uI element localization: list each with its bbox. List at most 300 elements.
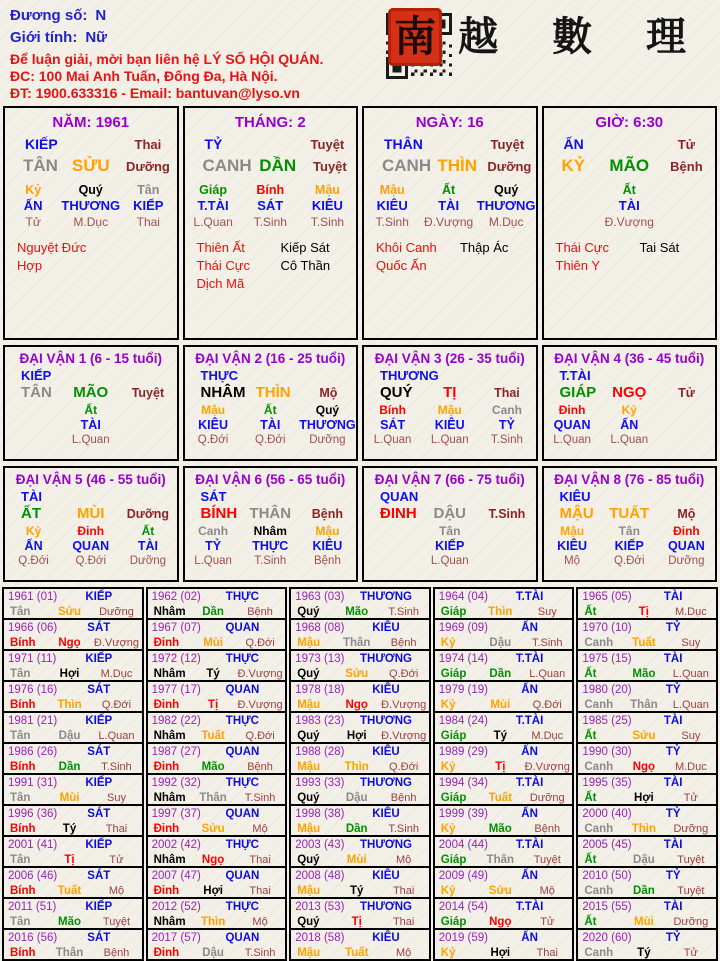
stem-text: Nhâm bbox=[153, 730, 186, 742]
year-cell-line2 bbox=[148, 946, 286, 961]
stem-branch-row bbox=[364, 384, 536, 401]
year-cell bbox=[289, 866, 431, 899]
god-label: THƯƠNG bbox=[360, 839, 412, 851]
year-label: 2004 (44) bbox=[438, 839, 489, 851]
hidden-stem-cell bbox=[299, 403, 356, 448]
stem-text: Nhâm bbox=[153, 854, 186, 866]
branch-text: Tị bbox=[207, 699, 219, 711]
star-red-label: Thái Cực bbox=[555, 240, 609, 255]
star-black-label: Cô Thần bbox=[280, 258, 331, 273]
god-label: T.TÀI bbox=[515, 777, 544, 789]
god-label: QUAN bbox=[668, 539, 705, 553]
year-cell-line1 bbox=[291, 652, 429, 667]
year-label: 2020 (60) bbox=[582, 932, 632, 944]
year-cell bbox=[433, 618, 575, 651]
branch-text: Hợi bbox=[490, 947, 511, 959]
stage-label: L.Quan bbox=[193, 215, 233, 229]
year-cell-line1 bbox=[4, 714, 142, 729]
stage-label: Dưỡng bbox=[673, 823, 709, 835]
god-label: TỶ bbox=[498, 418, 515, 432]
stem-text: Canh bbox=[584, 637, 614, 649]
section-title: THÁNG: 2 bbox=[234, 114, 306, 131]
branch-text: MÙI bbox=[76, 505, 105, 522]
hidden-stem-cell bbox=[62, 524, 119, 569]
god-label: SÁT bbox=[87, 622, 111, 634]
stem-text: Kỷ bbox=[621, 403, 637, 417]
stem-text: Nhâm bbox=[253, 524, 287, 538]
stem-text: Đinh bbox=[153, 761, 180, 773]
god-label: SÁT bbox=[200, 489, 227, 504]
hidden-stem-cell bbox=[120, 182, 176, 230]
contact-line: ĐT: 1900.633316 - Email: bantuvan@lyso.vn bbox=[10, 85, 300, 101]
god-label: ẤN bbox=[521, 622, 538, 634]
god-label: THỰC bbox=[225, 591, 259, 603]
year-label: 2014 (54) bbox=[438, 901, 489, 913]
section-title: ĐẠI VẬN 6 (56 - 65 tuổi) bbox=[195, 472, 346, 487]
stem-text: Mậu bbox=[297, 885, 321, 897]
year-cell bbox=[576, 587, 718, 620]
stage-label: Dưỡng bbox=[673, 916, 709, 928]
stem-text: Đinh bbox=[153, 823, 180, 835]
hidden-stem-cell bbox=[185, 524, 242, 569]
god-label: TÀI bbox=[260, 418, 281, 432]
branch-text: Dậu bbox=[633, 854, 655, 866]
god-label: TỶ bbox=[665, 808, 681, 820]
stem-text: Mậu bbox=[297, 947, 321, 959]
stage-label: L.Quan bbox=[373, 434, 412, 446]
stem-text: Bính bbox=[10, 699, 36, 711]
year-cell bbox=[146, 897, 288, 930]
daivan-section-row2 bbox=[0, 461, 720, 582]
year-cell-line1 bbox=[148, 652, 286, 667]
year-cell bbox=[2, 804, 144, 837]
year-cell-line1 bbox=[4, 745, 142, 760]
branch-text: Dậu bbox=[58, 730, 81, 742]
god-label: TÀI bbox=[663, 653, 683, 665]
year-label: 1965 (05) bbox=[582, 591, 632, 603]
stage-label: T.Sinh bbox=[310, 215, 345, 229]
stage-label: Đ.Vượng bbox=[423, 215, 474, 229]
stem-text: Kỷ bbox=[440, 699, 456, 711]
stem-branch-row bbox=[364, 505, 536, 522]
god-label: KIÊU bbox=[376, 198, 408, 213]
god-label: THỰC bbox=[225, 901, 259, 913]
contact-line: Để luận giải, mời bạn liên hệ LÝ SỐ HỘI QUÁN. bbox=[10, 51, 324, 67]
stage-label: Tử bbox=[109, 854, 124, 866]
branch-text: Mão bbox=[58, 916, 82, 928]
hidden-stem-cell bbox=[185, 182, 242, 230]
stem-text: Quý bbox=[297, 730, 320, 742]
year-cell bbox=[2, 835, 144, 868]
hidden-stem-cell bbox=[658, 524, 715, 569]
god-label: KIẾP bbox=[614, 539, 644, 553]
stage-label: Đ.Vượng bbox=[524, 761, 570, 773]
year-cell-line1 bbox=[578, 590, 716, 605]
hidden-stems-grid bbox=[5, 403, 177, 448]
hidden-stems-grid bbox=[5, 182, 177, 230]
year-cell bbox=[576, 649, 718, 682]
god-row bbox=[544, 368, 716, 383]
branch-text: Sửu bbox=[201, 823, 225, 835]
year-cell-line1 bbox=[435, 838, 573, 853]
branch-text: Dần bbox=[345, 823, 368, 835]
stage-label: M.Dục bbox=[531, 730, 564, 742]
year-label: 1992 (32) bbox=[151, 777, 201, 789]
god-label: TÀI bbox=[663, 777, 683, 789]
branch-text: Tý bbox=[206, 668, 220, 680]
branch-text: Tuất bbox=[632, 637, 656, 649]
branch-text: Thân bbox=[342, 637, 371, 649]
god-label: T.TÀI bbox=[515, 653, 544, 665]
stage-label: M.Dục bbox=[488, 215, 524, 229]
year-cell-line1 bbox=[148, 621, 286, 636]
stem-text: Quý bbox=[297, 668, 320, 680]
stage-label: Suy bbox=[106, 792, 126, 804]
year-cell bbox=[433, 835, 575, 868]
seal-stamp-icon bbox=[388, 8, 442, 66]
god-label: T.TÀI bbox=[515, 901, 544, 913]
stem-text: Kỷ bbox=[440, 637, 456, 649]
star-red-label: Thái Cực bbox=[196, 258, 250, 273]
stage-label: Thai bbox=[494, 386, 520, 400]
year-cell bbox=[289, 649, 431, 682]
year-cell bbox=[2, 649, 144, 682]
god-label: THƯƠNG bbox=[476, 198, 536, 213]
hidden-stem-cell bbox=[601, 182, 658, 230]
year-cell bbox=[146, 649, 288, 682]
stage-label: Bệnh bbox=[390, 637, 417, 649]
year-cell-line1 bbox=[4, 838, 142, 853]
stem-text: Giáp bbox=[199, 183, 227, 197]
stage-label: Suy bbox=[537, 606, 557, 618]
stem-branch-row bbox=[5, 156, 177, 176]
year-label: 2016 (56) bbox=[8, 932, 58, 944]
year-cell bbox=[289, 618, 431, 651]
hidden-stem-cell bbox=[477, 182, 536, 230]
stage-label: Tuyệt bbox=[313, 159, 347, 174]
branch-text: Mùi bbox=[59, 792, 80, 804]
stem-branch-row bbox=[5, 384, 177, 401]
god-label: TỶ bbox=[665, 932, 681, 944]
stem-branch-row bbox=[544, 156, 716, 176]
hidden-stem-cell bbox=[299, 182, 356, 230]
year-cell-line1 bbox=[291, 590, 429, 605]
section-title: GIỜ: 6:30 bbox=[595, 114, 664, 131]
god-label: SÁT bbox=[87, 746, 111, 758]
stem-text: Mậu bbox=[297, 699, 321, 711]
branch-text: Tý bbox=[493, 730, 507, 742]
year-label: 1973 (13) bbox=[295, 653, 345, 665]
hidden-stems-grid bbox=[185, 403, 357, 448]
stars-row bbox=[544, 239, 716, 275]
year-label: 2009 (49) bbox=[438, 870, 489, 882]
pillar-box bbox=[183, 106, 359, 340]
year-cell-line1 bbox=[291, 900, 429, 915]
year-label: 1968 (08) bbox=[295, 622, 345, 634]
god-label: SÁT bbox=[87, 870, 111, 882]
stem-branch-row bbox=[544, 505, 716, 522]
year-cell bbox=[146, 835, 288, 868]
year-label: 2017 (57) bbox=[151, 932, 201, 944]
branch-text: Tị bbox=[351, 916, 362, 928]
branch-text: THÌN bbox=[255, 384, 291, 401]
year-cell-line1 bbox=[291, 683, 429, 698]
god-label: KIẾP bbox=[85, 591, 113, 603]
stem-text: Canh bbox=[491, 403, 522, 417]
year-label: 1976 (16) bbox=[8, 684, 58, 696]
stage-label: M.Dục bbox=[674, 606, 707, 618]
year-cell-line1 bbox=[578, 652, 716, 667]
branch-text: Dần bbox=[58, 761, 81, 773]
branch-text: Ngọ bbox=[489, 916, 512, 928]
section-title: ĐẠI VẬN 2 (16 - 25 tuổi) bbox=[195, 351, 346, 366]
year-cell-line1 bbox=[435, 683, 573, 698]
branch-text: Tuất bbox=[344, 947, 369, 959]
stem-text: TÂN bbox=[21, 384, 52, 401]
year-label: 1985 (25) bbox=[582, 715, 632, 727]
year-cell bbox=[433, 928, 575, 961]
stage-label: Tử bbox=[540, 916, 555, 928]
stem-branch-row bbox=[544, 384, 716, 401]
god-label: THƯƠNG bbox=[360, 715, 412, 727]
branch-text: Thìn bbox=[488, 606, 513, 618]
year-cell bbox=[146, 587, 288, 620]
stem-text: CANH bbox=[382, 156, 432, 175]
pillar-box bbox=[362, 106, 538, 340]
god-label: QUAN bbox=[553, 418, 591, 432]
year-cell bbox=[433, 587, 575, 620]
stem-text: Canh bbox=[584, 947, 614, 959]
god-label: TÀI bbox=[80, 418, 101, 432]
gioi-tinh-value: Nữ bbox=[85, 29, 108, 46]
stage-label: Mộ bbox=[252, 916, 268, 928]
year-cell bbox=[433, 773, 575, 806]
god-label: SÁT bbox=[380, 418, 406, 432]
year-cell bbox=[433, 897, 575, 930]
branch-text: Dậu bbox=[345, 792, 368, 804]
year-cell-line1 bbox=[4, 683, 142, 698]
hidden-stem-cell bbox=[421, 403, 478, 448]
god-label: KIÊU bbox=[372, 870, 400, 882]
stage-label: T.Sinh bbox=[375, 215, 409, 229]
branch-text: Tị bbox=[638, 606, 649, 618]
stem-text: Đinh bbox=[153, 637, 180, 649]
contact-line: ĐC: 100 Mai Anh Tuấn, Đống Đa, Hà Nội. bbox=[10, 68, 278, 84]
god-label: THƯƠNG bbox=[61, 198, 121, 213]
stem-text: Tân bbox=[618, 524, 640, 538]
years-column bbox=[433, 587, 575, 961]
stage-label: Thai bbox=[134, 137, 162, 152]
branch-text: Dần bbox=[202, 606, 224, 618]
stage-label: Q.Đới bbox=[197, 434, 229, 446]
hidden-stem-cell bbox=[601, 403, 658, 448]
stage-label: M.Dục bbox=[100, 668, 133, 680]
year-cell-line1 bbox=[4, 807, 142, 822]
god-label: THƯƠNG bbox=[360, 901, 412, 913]
god-label: TÀI bbox=[663, 901, 683, 913]
branch-text: Hợi bbox=[203, 885, 223, 897]
stem-text: KỶ bbox=[561, 156, 586, 175]
year-label: 1969 (09) bbox=[438, 622, 489, 634]
branch-text: Mão bbox=[201, 761, 225, 773]
god-label: QUAN bbox=[225, 808, 260, 820]
stem-text: Kỷ bbox=[25, 524, 42, 538]
god-label: QUAN bbox=[225, 684, 260, 696]
year-label: 1964 (04) bbox=[438, 591, 489, 603]
year-cell-line1 bbox=[4, 652, 142, 667]
daivan-section-row1 bbox=[0, 340, 720, 461]
year-cell-line1 bbox=[435, 745, 573, 760]
year-cell bbox=[289, 835, 431, 868]
stem-text: Giáp bbox=[440, 606, 467, 618]
year-cell bbox=[576, 742, 718, 775]
god-label: ẤN bbox=[23, 198, 43, 213]
stem-text: Giáp bbox=[440, 730, 467, 742]
year-label: 1971 (11) bbox=[8, 653, 57, 665]
stage-label: Dưỡng bbox=[99, 606, 134, 618]
stem-text: Quý bbox=[315, 403, 340, 417]
stage-label: Thai bbox=[249, 854, 271, 866]
god-label: KIÊU bbox=[434, 418, 465, 432]
year-cell-line1 bbox=[435, 869, 573, 884]
god-label: TỶ bbox=[205, 539, 222, 553]
stars-row bbox=[364, 239, 536, 275]
year-cell bbox=[576, 804, 718, 837]
year-cell-line1 bbox=[148, 745, 286, 760]
stem-branch-row bbox=[185, 156, 357, 176]
stem-text: Tân bbox=[137, 183, 160, 197]
stem-text: Ất bbox=[584, 792, 597, 804]
branch-text: Hợi bbox=[59, 668, 80, 680]
stem-text: Ất bbox=[622, 183, 636, 197]
god-label: QUAN bbox=[72, 539, 110, 553]
stage-label: Q.Đới bbox=[245, 730, 275, 742]
year-cell bbox=[289, 773, 431, 806]
stage-label: Mộ bbox=[677, 507, 696, 521]
year-cell-line1 bbox=[435, 776, 573, 791]
stem-text: Kỷ bbox=[440, 947, 456, 959]
god-label: T.TÀI bbox=[197, 198, 229, 213]
year-label: 1974 (14) bbox=[438, 653, 489, 665]
stage-label: Đ.Vượng bbox=[237, 668, 283, 680]
year-cell bbox=[576, 773, 718, 806]
branch-text: Dần bbox=[489, 668, 512, 680]
stage-label: L.Quan bbox=[98, 730, 135, 742]
stage-label: Bệnh bbox=[103, 947, 130, 959]
stem-text: Canh bbox=[198, 524, 229, 538]
daivan-box bbox=[183, 466, 359, 582]
year-cell-line1 bbox=[4, 621, 142, 636]
year-label: 1991 (31) bbox=[8, 777, 58, 789]
year-cell bbox=[576, 680, 718, 713]
god-label: THƯƠNG bbox=[360, 591, 412, 603]
god-label: ẤN bbox=[521, 932, 538, 944]
branch-text: Mùi bbox=[490, 699, 511, 711]
stage-label: L.Quan bbox=[610, 434, 649, 446]
daivan-box bbox=[3, 345, 179, 461]
stem-text: Mậu bbox=[315, 524, 340, 538]
year-cell bbox=[576, 835, 718, 868]
daivan-box bbox=[362, 345, 538, 461]
stem-text: Bính bbox=[10, 885, 36, 897]
years-column bbox=[146, 587, 288, 961]
year-cell bbox=[289, 742, 431, 775]
year-cell bbox=[2, 680, 144, 713]
stage-label: L.Quan bbox=[71, 434, 110, 446]
year-label: 1997 (37) bbox=[151, 808, 201, 820]
section-title: ĐẠI VẬN 5 (46 - 55 tuổi) bbox=[15, 472, 166, 487]
stem-text: Ất bbox=[263, 403, 277, 417]
god-label: THÂN bbox=[384, 136, 423, 152]
god-label: SÁT bbox=[87, 684, 111, 696]
branch-text: Thìn bbox=[344, 761, 369, 773]
god-label: TÀI bbox=[663, 715, 683, 727]
stage-label: Suy bbox=[681, 730, 701, 742]
god-label: THƯƠNG bbox=[299, 418, 356, 432]
god-label: TÀI bbox=[137, 539, 158, 553]
year-label: 2011 (51) bbox=[8, 901, 57, 913]
year-label: 1995 (35) bbox=[582, 777, 632, 789]
stage-label: T.Sinh bbox=[388, 606, 419, 618]
year-cell-line1 bbox=[435, 931, 573, 946]
god-label: SÁT bbox=[257, 198, 284, 213]
year-cell-line1 bbox=[291, 838, 429, 853]
god-label: KIÊU bbox=[372, 808, 400, 820]
stem-text: Bính bbox=[10, 823, 36, 835]
branch-text: Tuất bbox=[57, 885, 82, 897]
stage-label: Tuyệt bbox=[677, 885, 705, 897]
stem-branch-row bbox=[5, 505, 177, 522]
god-label: TÀI bbox=[663, 839, 683, 851]
year-cell bbox=[433, 649, 575, 682]
god-row bbox=[5, 368, 177, 383]
year-cell-line1 bbox=[435, 807, 573, 822]
god-label: KIẾP bbox=[21, 368, 52, 383]
god-row bbox=[364, 489, 536, 504]
year-label: 1970 (10) bbox=[582, 622, 632, 634]
branch-text: Tuất bbox=[201, 730, 225, 742]
years-column bbox=[2, 587, 144, 961]
branch-text: Dần bbox=[633, 885, 655, 897]
year-label: 1987 (27) bbox=[151, 746, 201, 758]
year-cell-line1 bbox=[578, 683, 716, 698]
stage-label: Dưỡng bbox=[529, 792, 565, 804]
god-label: KIÊU bbox=[559, 489, 591, 504]
god-label: TỶ bbox=[665, 684, 681, 696]
year-cell-line1 bbox=[435, 714, 573, 729]
branch-text: MÃO bbox=[609, 156, 650, 175]
god-label: KIẾP bbox=[435, 539, 465, 553]
neutral-stars bbox=[456, 239, 530, 275]
stem-text: Đinh bbox=[558, 403, 586, 417]
year-cell bbox=[576, 928, 718, 961]
branch-text: Dậu bbox=[489, 637, 512, 649]
stage-label: Tuyệt bbox=[310, 137, 345, 152]
hidden-stem-cell bbox=[478, 403, 535, 448]
branch-text: Ngọ bbox=[632, 761, 656, 773]
brand-calligraphy bbox=[388, 8, 706, 66]
stage-label: Mộ bbox=[319, 386, 338, 400]
stem-text: QUÝ bbox=[380, 384, 413, 401]
stage-label: T.Sinh bbox=[244, 792, 276, 804]
gioi-tinh-label: Giới tính: bbox=[10, 29, 78, 46]
year-label: 2018 (58) bbox=[295, 932, 345, 944]
hidden-stem-cell bbox=[299, 524, 356, 569]
year-label: 2000 (40) bbox=[582, 808, 632, 820]
branch-text: DẬU bbox=[433, 505, 466, 522]
year-label: 1993 (33) bbox=[295, 777, 345, 789]
stem-text: Kỷ bbox=[440, 761, 456, 773]
